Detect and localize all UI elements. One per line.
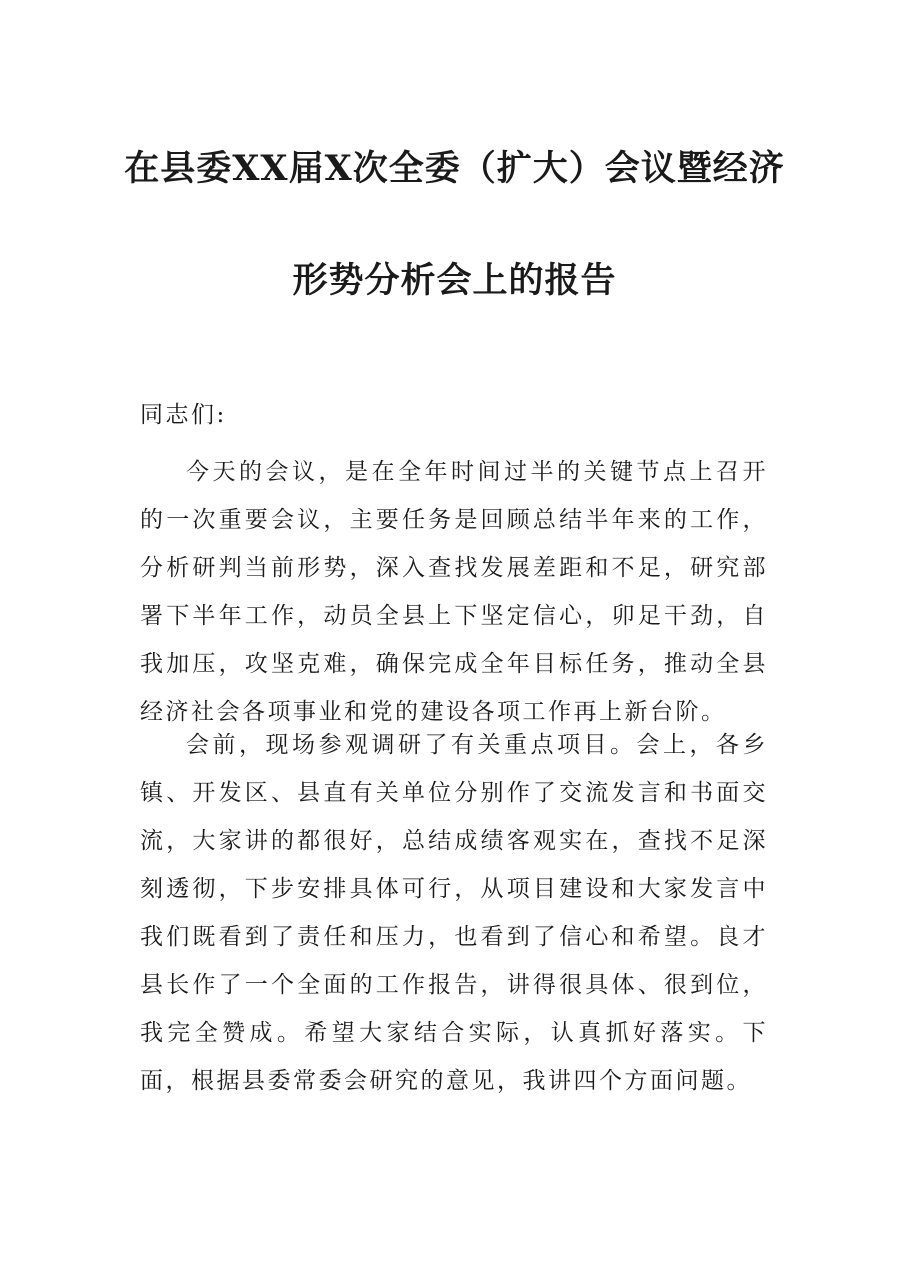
body-paragraph-2: 会前，现场参观调研了有关重点项目。会上，各乡镇、开发区、县直有关单位分别作了交流发言和书面交流，大家讲的都很好，总结成绩客观实在，查找不足深刻透彻，下步安排具体可行，从项目建设和大家发言中我们既看到了责任和压力，也看到了信心和希望。良才县长作了一个全面的工作报告，讲得很具体、很到位，我完全赞成。希望大家结合实际，认真抓好落实。下面，根据县委常委会研究的意见，我讲四个方面问题。: [140, 732, 768, 1094]
salutation: 同志们:: [140, 402, 227, 428]
document-title-line-1: 在县委XX届X次全委（扩大）会议暨经济: [124, 148, 785, 189]
body-paragraph-1: 今天的会议，是在全年时间过半的关键节点上召开的一次重要会议，主要任务是回顾总结半年来的工作，分析研判当前形势，深入查找发展差距和不足，研究部署下半年工作，动员全县上下坚定信心，卯足干劲，自我加压，攻坚克难，确保完成全年目标任务，推动全县经济社会各项事业和党的建设各项工作再上新台阶。: [140, 459, 768, 725]
document-title-line-2: 形势分析会上的报告: [292, 260, 617, 301]
